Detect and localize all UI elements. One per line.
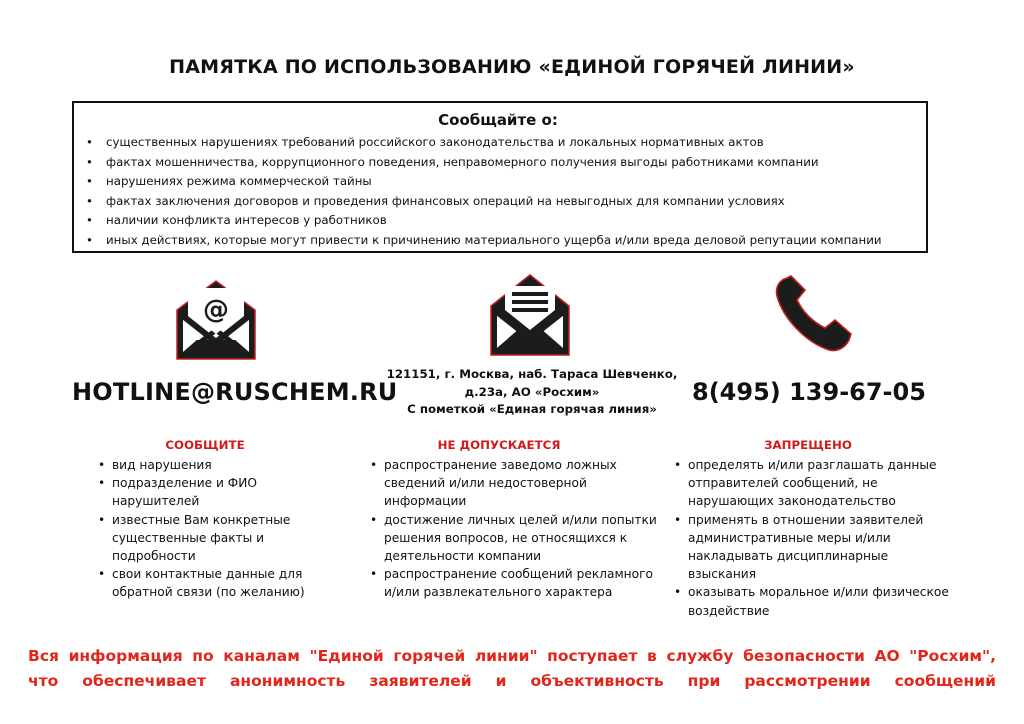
column-list	[92, 456, 342, 602]
footer-line: что обеспечивает анонимность заявителей и объективность при рассмотрении сообщений	[28, 672, 996, 690]
report-topics-box	[72, 101, 928, 253]
list-item: • распространение заведомо ложных сведений и/или недостоверной информации	[364, 456, 664, 511]
postal-address	[382, 366, 682, 419]
page-title: ПАМЯТКА ПО ИСПОЛЬЗОВАНИЮ «ЕДИНОЙ ГОРЯЧЕЙ ЛИНИИ»	[169, 56, 855, 78]
list-item: • достижение личных целей и/или попытки решения вопросов, не относящихся к деятельности компании	[364, 511, 664, 566]
address-line: 121151, г. Москва, наб. Тараса Шевченко,	[386, 367, 678, 381]
hotline-email[interactable]: HOTLINE@RUSCHEM.RU	[72, 378, 398, 406]
list-item: • фактах заключения договоров и проведения финансовых операций на невыгодных для компании условиях	[84, 192, 912, 212]
svg-text:@: @	[203, 295, 229, 325]
column-not-allowed	[364, 438, 664, 602]
list-item: • фактах мошенничества, коррупционного поведения, неправомерного получения выгоды работниками компании	[84, 153, 912, 173]
footer-line: Вся информация по каналам "Единой горячей линии" поступает в службу безопасности АО "Росхим",	[28, 647, 996, 665]
list-item: • вид нарушения	[92, 456, 342, 474]
list-item: • нарушениях режима коммерческой тайны	[84, 172, 912, 192]
list-item: • существенных нарушениях требований российского законодательства и локальных нормативных актов	[84, 133, 912, 153]
column-heading: СООБЩИТЕ	[165, 438, 245, 452]
list-item: • применять в отношении заявителей административные меры и/или накладывать дисциплинарные взыскания	[668, 511, 958, 584]
footer-notice	[28, 644, 996, 694]
column-list	[364, 456, 664, 602]
report-topics-heading: Сообщайте о:	[438, 111, 558, 129]
list-item: • оказывать моральное и/или физическое воздействие	[668, 583, 958, 619]
column-heading: ЗАПРЕЩЕНО	[764, 438, 852, 452]
column-prohibited	[668, 438, 958, 620]
report-topics-list	[84, 133, 912, 250]
list-item: • подразделение и ФИО нарушителей	[92, 474, 342, 510]
address-line: д.23а, АО «Росхим»	[464, 384, 600, 399]
column-heading: НЕ ДОПУСКАЕТСЯ	[437, 438, 561, 452]
list-item: • наличии конфликта интересов у работников	[84, 211, 912, 231]
column-report	[92, 438, 342, 602]
column-list	[668, 456, 958, 620]
phone-handset-icon	[773, 274, 855, 354]
list-item: • распространение сообщений рекламного и/или развлекательного характера	[364, 565, 664, 601]
address-line: С пометкой «Единая горячая линия»	[407, 402, 657, 416]
list-item: • определять и/или разглашать данные отправителей сообщений, не нарушающих законодательство	[668, 456, 958, 511]
list-item: • свои контактные данные для обратной связи (по желанию)	[92, 565, 342, 601]
list-item: • иных действиях, которые могут привести к причинению материального ущерба и/или вреда деловой репутации компании	[84, 231, 912, 251]
hotline-phone[interactable]: 8(495) 139-67-05	[692, 378, 926, 406]
list-item: • известные Вам конкретные существенные факты и подробности	[92, 511, 342, 566]
letter-document-icon	[487, 270, 573, 358]
email-at-icon	[173, 276, 259, 362]
